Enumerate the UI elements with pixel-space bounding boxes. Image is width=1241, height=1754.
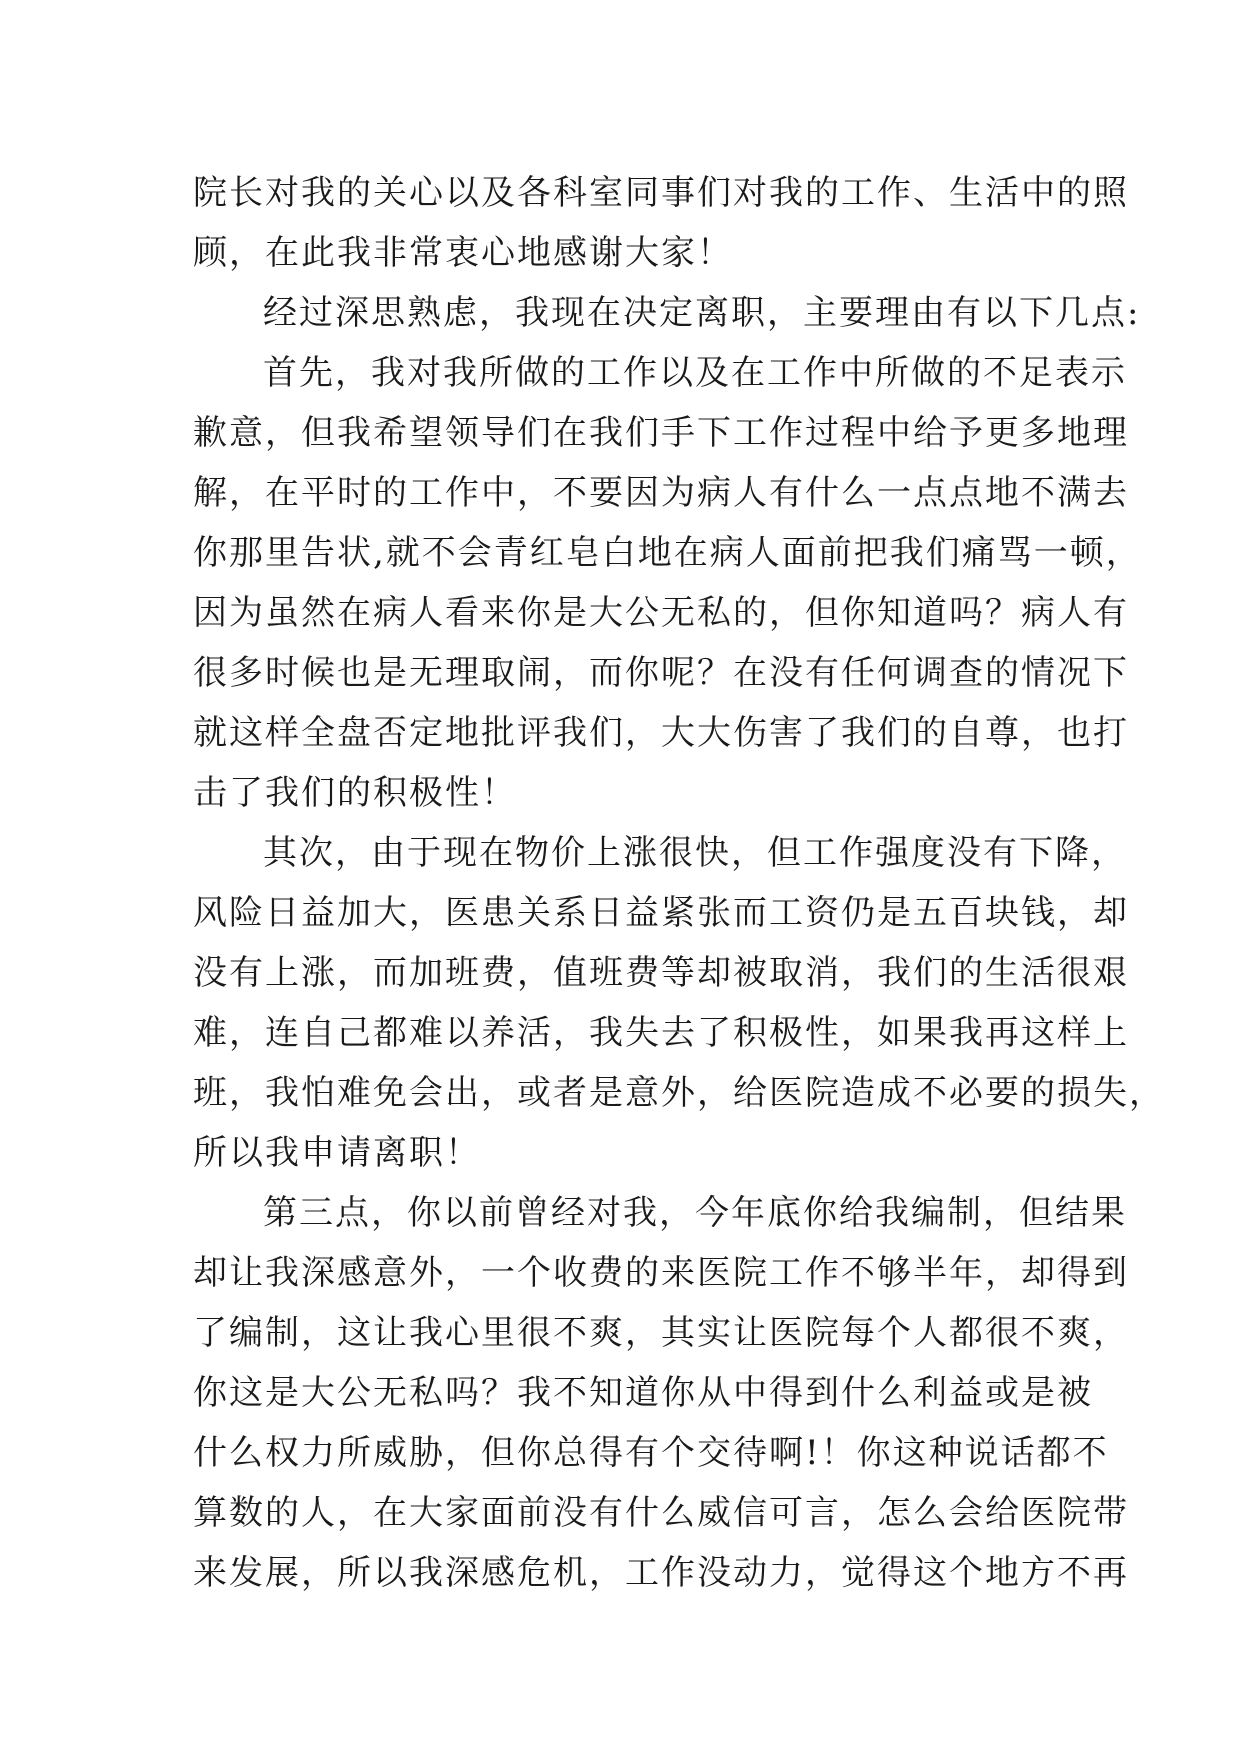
text-line: 什么权力所威胁，但你总得有个交待啊!！你这种说话都不: [193, 1433, 1109, 1473]
text-line: 解，在平时的工作中，不要因为病人有什么一点点地不满去: [193, 473, 1129, 513]
text-line: 经过深思熟虑，我现在决定离职，主要理由有以下几点:: [263, 293, 1141, 333]
text-line: 击了我们的积极性！: [193, 773, 517, 813]
text-line: 你那里告状,就不会青红皂白地在病人面前把我们痛骂一顿，: [193, 533, 1142, 573]
document-body: [193, 163, 1165, 1603]
text-line: 顾，在此我非常衷心地感谢大家！: [193, 233, 733, 273]
text-line: 风险日益加大，医患关系日益紧张而工资仍是五百块钱，却: [193, 893, 1129, 933]
text-line: 其次，由于现在物价上涨很快，但工作强度没有下降，: [263, 833, 1127, 873]
text-line: 却让我深感意外，一个收费的来医院工作不够半年，却得到: [193, 1253, 1129, 1293]
text-line: 了编制，这让我心里很不爽，其实让医院每个人都很不爽，: [193, 1313, 1129, 1353]
text-line: 因为虽然在病人看来你是大公无私的，但你知道吗？病人有: [193, 593, 1129, 633]
text-line: 院长对我的关心以及各科室同事们对我的工作、生活中的照: [193, 173, 1129, 213]
text-line: 很多时候也是无理取闹，而你呢？在没有任何调查的情况下: [193, 653, 1129, 693]
text-line: 算数的人，在大家面前没有什么威信可言，怎么会给医院带: [193, 1493, 1129, 1533]
text-line: 歉意，但我希望领导们在我们手下工作过程中给予更多地理: [193, 413, 1129, 453]
text-line: 班，我怕难免会出，或者是意外，给医院造成不必要的损失，: [193, 1073, 1165, 1113]
text-line: 没有上涨，而加班费，值班费等却被取消，我们的生活很艰: [193, 953, 1129, 993]
text-line: 就这样全盘否定地批评我们，大大伤害了我们的自尊，也打: [193, 713, 1129, 753]
text-line: 来发展，所以我深感危机，工作没动力，觉得这个地方不再: [193, 1553, 1129, 1593]
text-line: 难，连自己都难以养活，我失去了积极性，如果我再这样上: [193, 1013, 1129, 1053]
text-line: 所以我申请离职！: [193, 1133, 481, 1173]
text-line: 第三点，你以前曾经对我，今年底你给我编制，但结果: [263, 1193, 1127, 1233]
text-line: 你这是大公无私吗？我不知道你从中得到什么利益或是被: [193, 1373, 1093, 1413]
text-line: 首先，我对我所做的工作以及在工作中所做的不足表示: [263, 353, 1127, 393]
